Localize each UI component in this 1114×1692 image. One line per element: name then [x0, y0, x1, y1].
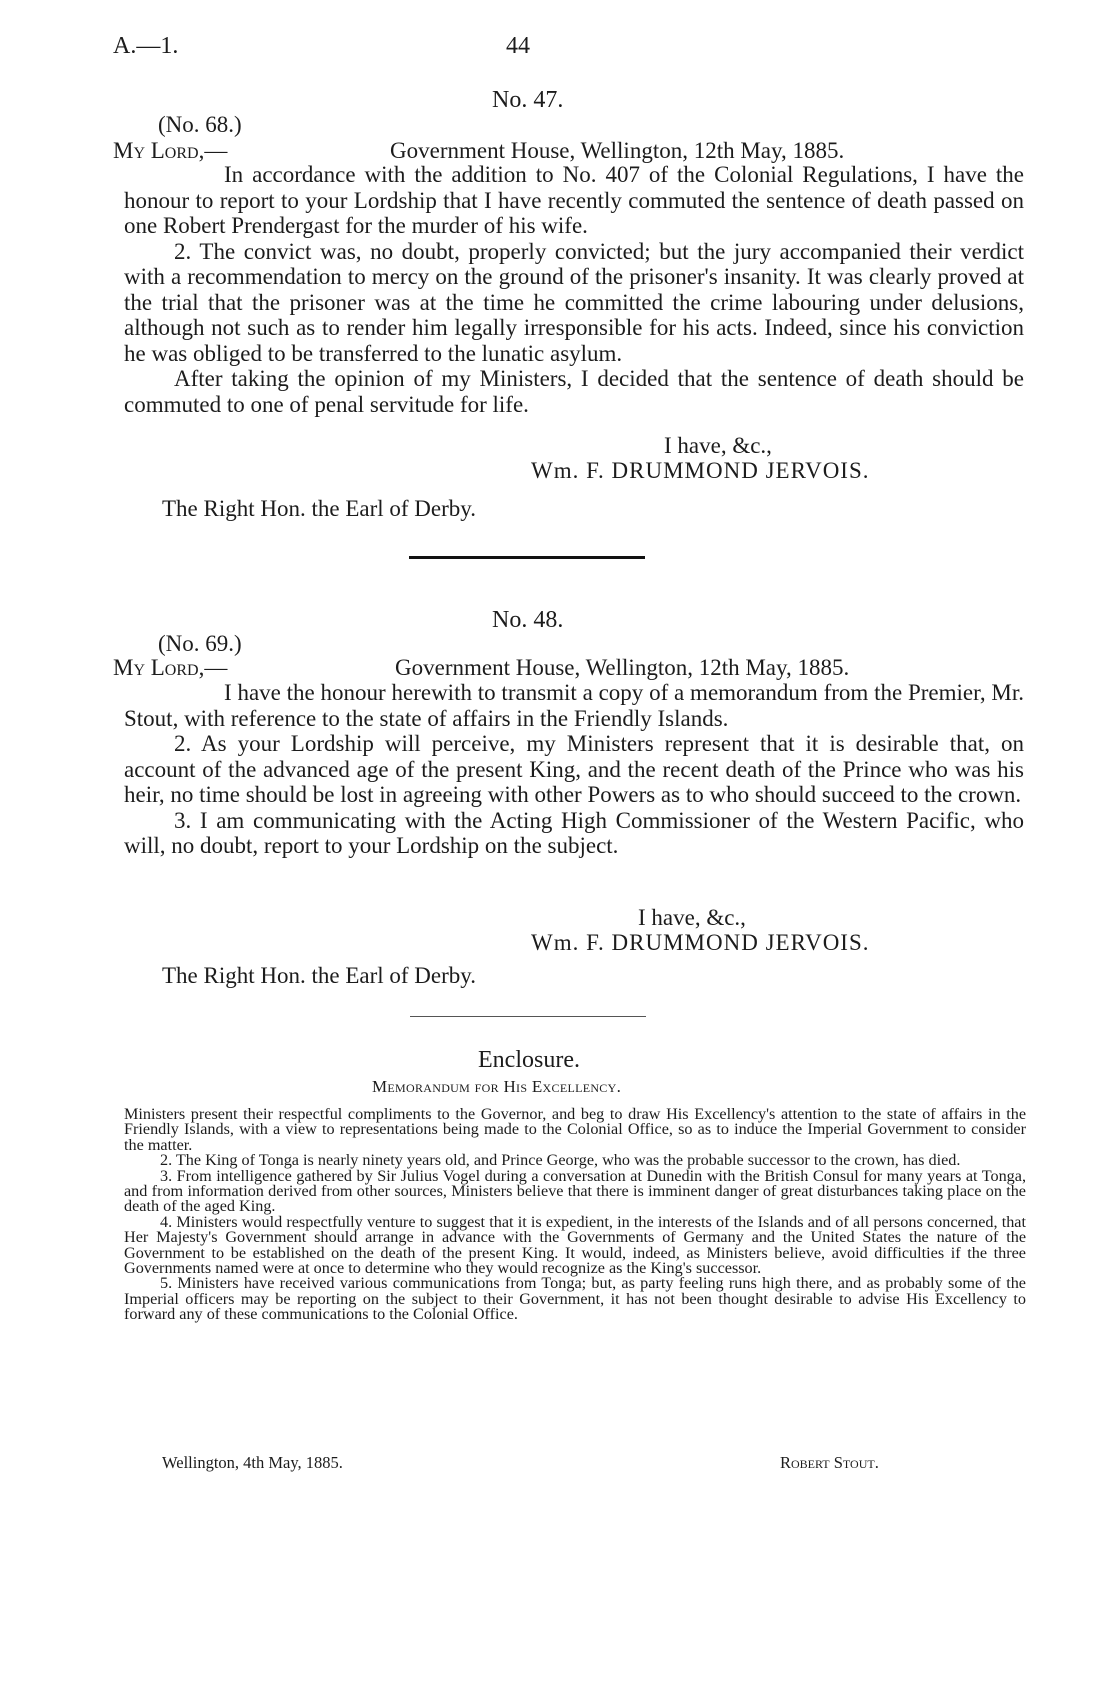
- letter-paragraph: I have the honour herewith to transmit a copy of a memorandum from the Premier, Mr. Stout, with reference to the state of affairs in the Friendly Islands.: [124, 680, 1024, 731]
- memo-title: Memorandum for His Excellency.: [372, 1077, 622, 1096]
- section-divider: [410, 1016, 646, 1017]
- memo-paragraph: Ministers present their respectful compliments to the Governor, and beg to draw His Excellency's attention to the state of affairs in the Friendly Islands, with a view to representations being made to the Colonial Office, so as to induce the Imperial Government to consider the matter.: [124, 1105, 1026, 1154]
- memo-paragraph: 5. Ministers have received various communications from Tonga; but, as party feeling runs high there, and as probably some of the Imperial officers may be reporting on the subject to their Government, it has not been thought desirable to advise His Excellency to forward any of these communications to the Colonial Office.: [124, 1274, 1026, 1324]
- closing: I have, &c.,: [638, 905, 746, 930]
- letter-body: [124, 162, 1024, 417]
- letter-paragraph: After taking the opinion of my Ministers, I decided that the sentence of death should be commuted to one of penal servitude for life.: [124, 366, 1024, 417]
- closing: I have, &c.,: [664, 433, 772, 458]
- despatch-reference: (No. 69.): [158, 631, 242, 656]
- memo-paragraph: 2. The King of Tonga is nearly ninety years old, and Prince George, who was the probable successor to the crown, has died.: [160, 1151, 961, 1170]
- series-label: A.—1.: [113, 33, 179, 59]
- letter-body: [124, 680, 1024, 859]
- place-date: Government House, Wellington, 12th May, 1885.: [390, 138, 845, 163]
- place-date: Government House, Wellington, 12th May, 1885.: [395, 655, 850, 680]
- salutation: My Lord,—: [113, 138, 228, 163]
- page-number: 44: [506, 33, 530, 59]
- section-divider: [409, 556, 645, 559]
- letter-paragraph: 3. I am communicating with the Acting High Commissioner of the Western Pacific, who will, no doubt, report to your Lordship on the subject.: [124, 807, 1024, 858]
- letter-number: No. 47.: [492, 87, 564, 113]
- memo-body: [124, 1107, 1026, 1323]
- letter-number: No. 48.: [492, 607, 564, 633]
- addressee: The Right Hon. the Earl of Derby.: [162, 963, 477, 988]
- addressee: The Right Hon. the Earl of Derby.: [162, 496, 477, 521]
- memo-place-date: Wellington, 4th May, 1885.: [162, 1453, 343, 1472]
- despatch-reference: (No. 68.): [158, 112, 242, 137]
- enclosure-heading: Enclosure.: [478, 1047, 580, 1073]
- letter-paragraph: 2. The convict was, no doubt, properly convicted; but the jury accompanied their verdict with a recommendation to mercy on the ground of the prisoner's insanity. It was clearly proved at the trial that the prisoner was at the time he committed the crime labouring under delusions, although not such as to render him legally irresponsible for his acts. Indeed, since his conviction he was obliged to be transferred to the lunatic asylum.: [124, 238, 1024, 366]
- memo-paragraph: 4. Ministers would respectfully venture to suggest that it is expedient, in the interests of the Islands and of all persons concerned, that Her Majesty's Government should arrange in advance with the Governments of Germany and the United States the nature of the Government to be established on the death of the present King. It would, indeed, as Ministers believe, avoid difficulties if the three Governments named were at once to determine who they would recognize as the King's successor.: [124, 1212, 1026, 1278]
- salutation: My Lord,—: [113, 655, 228, 680]
- letter-paragraph: 2. As your Lordship will perceive, my Ministers represent that it is desirable that, on account of the advanced age of the present King, and the recent death of the Prince who was his heir, no time should be lost in agreeing with other Powers as to who should succeed to the crown.: [124, 731, 1024, 807]
- signature: Wm. F. DRUMMOND JERVOIS.: [531, 458, 870, 483]
- letter-paragraph: In accordance with the addition to No. 407 of the Colonial Regulations, I have the honour to report to your Lordship that I have recently commuted the sentence of death passed on one Robert Prendergast for the murder of his wife.: [124, 162, 1024, 238]
- memo-signatory: Robert Stout.: [780, 1453, 879, 1472]
- signature: Wm. F. DRUMMOND JERVOIS.: [531, 930, 870, 955]
- memo-paragraph: 3. From intelligence gathered by Sir Julius Vogel during a conversation at Dunedin with the British Consul for many years at Tonga, and from information derived from other sources, Ministers believe that there is imminent danger of great disturbances taking place on the death of the aged King.: [124, 1166, 1026, 1216]
